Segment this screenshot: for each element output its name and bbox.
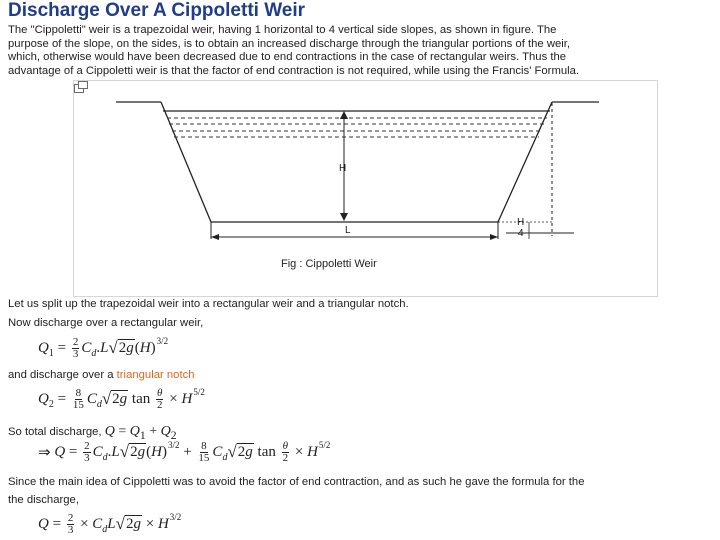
intro-line: purpose of the slope, on the sides, is to obtain an increased discharge through the triangular portions of the weir, <box>8 37 571 50</box>
discharge-line: the discharge, <box>8 494 79 506</box>
figure-label-h: H <box>339 163 347 174</box>
intro-line: advantage of a Cippoletti weir is that the factor of end contraction is not required, while using the Francis' Formula. <box>8 64 580 77</box>
triangular-line <box>8 369 195 381</box>
equation-q2: $Q_2$ = $\frac{8}{15}$ $C_d$ √ 2g tan $\frac{\theta}{2}$ × H 5/2 <box>38 386 205 411</box>
triangular-line-prefix: and discharge over a <box>8 369 114 381</box>
figure-label-l: L <box>345 225 351 236</box>
figure-caption: Fig : Cippoletti Weir <box>281 258 377 270</box>
triangular-notch-link[interactable]: triangular notch <box>116 369 195 381</box>
intro-line: The "Cippoletti" weir is a trapezoidal weir, having 1 horizontal to 4 vertical side slopes, as shown in figure. The <box>8 24 557 36</box>
resize-icon[interactable] <box>74 81 88 93</box>
page-title: Discharge Over A Cippoletti Weir <box>8 0 306 21</box>
total-discharge-line: So total discharge, $Q = Q_1 + Q_2$ <box>8 424 177 442</box>
cippoletti-weir-figure <box>73 80 658 297</box>
intro-line: which, otherwise would have been decreased due to end contractions in the case of rectangular weirs. Thus the <box>8 51 567 63</box>
rect-weir-line: Now discharge over a rectangular weir, <box>8 317 204 329</box>
equation-q1: $Q_1$ = $\frac{2}{3}$ $C_d$ . L √ 2g ( H ) 3/2 <box>38 335 169 360</box>
figure-label-h4-bottom: 4 <box>518 228 524 239</box>
figure-label-h4-top: H <box>517 217 525 228</box>
split-line: Let us split up the trapezoidal weir into a rectangular weir and a triangular notch. <box>8 298 409 310</box>
equation-total: ⇒ Q = $\frac{2}{3}$ $C_d$ . L √ 2g ( H ) 3/2 + $\frac{8}{15}$ $C_d$ √ 2g tan $\frac{\theta}{2}$ × H 5/2 <box>38 439 331 464</box>
main-idea-line: Since the main idea of Cippoletti was to avoid the factor of end contraction, and as such he gave the formula for the <box>8 476 585 488</box>
equation-final: Q = $\frac{2}{3}$ × $C_d$ L √ 2g × H 3/2 <box>38 511 182 536</box>
intro-paragraph <box>8 24 712 78</box>
